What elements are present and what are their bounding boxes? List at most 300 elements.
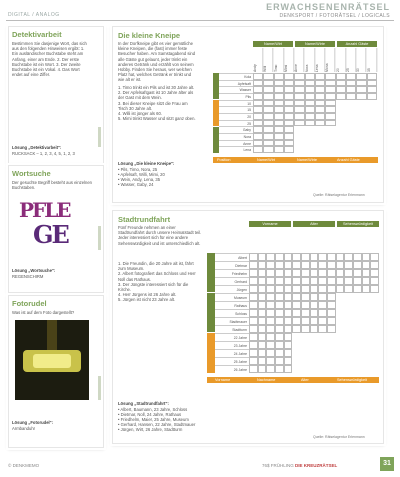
grid-cell[interactable] [356, 80, 366, 87]
grid-cell[interactable] [370, 285, 379, 293]
grid-cell[interactable] [294, 80, 304, 87]
grid-cell[interactable] [266, 365, 275, 373]
grid-cell[interactable] [318, 253, 327, 261]
grid-cell[interactable] [274, 93, 284, 100]
grid-cell[interactable] [253, 73, 263, 80]
grid-column-label: 20 [336, 48, 346, 72]
grid-cell[interactable] [284, 86, 294, 93]
stadt-source: Quelle: Rätselagentur Erlenmann [313, 435, 365, 439]
grid-row-label: 15 [219, 106, 253, 113]
grid-column-label: Anne [294, 48, 304, 72]
stadt-title: Stadtrundfahrt [118, 215, 171, 224]
grid-cell[interactable] [266, 269, 275, 277]
grid-cell[interactable] [253, 80, 263, 87]
grid-cell[interactable] [344, 285, 353, 293]
grid-cell[interactable] [315, 100, 325, 107]
grid-cell[interactable] [284, 80, 294, 87]
grid-cell[interactable] [266, 349, 275, 357]
grid-cell[interactable] [258, 309, 267, 317]
grid-cell[interactable] [263, 113, 273, 120]
grid-cell[interactable] [362, 253, 371, 261]
grid-cell[interactable] [249, 285, 258, 293]
grid-cell[interactable] [362, 277, 371, 285]
grid-cell[interactable] [274, 133, 284, 140]
grid-cell[interactable] [284, 309, 293, 317]
clue-item: 3. Bei dieser Kneipe sitzt die Frau am Tisch 30 Jahre alt. [118, 100, 188, 111]
kneipe-solution-label: Lösung „Die kleine Kneipe": [118, 161, 175, 166]
grid-cell[interactable] [327, 253, 336, 261]
grid-cell[interactable] [258, 357, 267, 365]
grid-cell[interactable] [327, 309, 336, 317]
grid-cell[interactable] [253, 86, 263, 93]
grid-cell[interactable] [370, 277, 379, 285]
kneipe-card [112, 26, 384, 203]
grid-cell[interactable] [284, 120, 294, 127]
grid-cell[interactable] [353, 253, 362, 261]
grid-cell[interactable] [346, 80, 356, 87]
grid-header-2: Name/Wirte [295, 41, 335, 47]
grid-row-label: 23 Jahre [215, 341, 249, 349]
grid-cell[interactable] [284, 301, 293, 309]
grid-cell[interactable] [275, 325, 284, 333]
grid-header-3: Anzahl Gäste [337, 41, 377, 47]
grid-cell[interactable] [294, 106, 304, 113]
grid-cell[interactable] [310, 285, 319, 293]
grid-cell[interactable] [284, 365, 293, 373]
grid-column-label: Mimi [284, 48, 294, 72]
grid-cell[interactable] [318, 269, 327, 277]
grid-cell[interactable] [315, 120, 325, 127]
grid-cell[interactable] [327, 317, 336, 325]
grid-cell[interactable] [274, 86, 284, 93]
grid-cell[interactable] [284, 140, 294, 147]
grid-cell[interactable] [353, 285, 362, 293]
grid-cell[interactable] [249, 309, 258, 317]
grid-cell[interactable] [249, 269, 258, 277]
grid-cell[interactable] [266, 277, 275, 285]
grid-cell[interactable] [284, 333, 293, 341]
grid-column-label: Nora [305, 48, 315, 72]
grid-cell[interactable] [325, 86, 335, 93]
grid-column-label: 25 [346, 48, 356, 72]
wortsuche-solution-text: REGENSCHIRM [12, 274, 44, 279]
grid-cell[interactable] [356, 73, 366, 80]
grid-cell[interactable] [284, 253, 293, 261]
grid-cell[interactable] [327, 269, 336, 277]
grid-cell[interactable] [336, 73, 346, 80]
grid-row-label: 24 Jahre [215, 349, 249, 357]
grid-cell[interactable] [318, 317, 327, 325]
grid-cell[interactable] [370, 269, 379, 277]
grid-cell[interactable] [249, 357, 258, 365]
grid-cell[interactable] [284, 93, 294, 100]
grid-cell[interactable] [284, 349, 293, 357]
grid-cell[interactable] [274, 126, 284, 133]
grid-cell[interactable] [318, 293, 327, 301]
grid-cell[interactable] [274, 73, 284, 80]
grid-cell[interactable] [362, 269, 371, 277]
grid-cell[interactable] [344, 253, 353, 261]
grid-cell[interactable] [249, 261, 258, 269]
row-group-2 [207, 293, 215, 332]
grid-cell[interactable] [253, 106, 263, 113]
grid-cell[interactable] [318, 261, 327, 269]
grid-cell[interactable] [294, 86, 304, 93]
grid-row-label: Museum [215, 293, 249, 301]
grid-cell[interactable] [258, 293, 267, 301]
grid-cells [253, 73, 377, 153]
grid-cell[interactable] [258, 253, 267, 261]
grid-cell[interactable] [336, 261, 345, 269]
grid-cell[interactable] [305, 80, 315, 87]
grid-cell[interactable] [327, 277, 336, 285]
grid-cell[interactable] [292, 301, 301, 309]
grid-row-label: 22 Jahre [215, 333, 249, 341]
grid-column-label: Timo [274, 48, 284, 72]
grid-cell[interactable] [292, 325, 301, 333]
grid-cell[interactable] [249, 333, 258, 341]
grid-cell[interactable] [258, 261, 267, 269]
fotorudel-card [8, 295, 104, 448]
grid-row-labels [215, 253, 249, 373]
grid-cell[interactable] [294, 113, 304, 120]
grid-cell[interactable] [266, 253, 275, 261]
grid-cell[interactable] [301, 325, 310, 333]
grid-cell[interactable] [253, 120, 263, 127]
grid-cell[interactable] [336, 269, 345, 277]
grid-cell[interactable] [284, 277, 293, 285]
clue-item: 1. Die Freundin, die 20 Jahre alt ist, fährt zum Museum. [118, 261, 194, 272]
grid-row-label: Stadtturm [215, 325, 249, 333]
grid-cell[interactable] [318, 285, 327, 293]
kneipe-answer-bar [213, 157, 378, 163]
grid-cell[interactable] [253, 133, 263, 140]
grid-cell[interactable] [315, 80, 325, 87]
grid-cell[interactable] [336, 277, 345, 285]
grid-row-label: Lena [219, 146, 253, 153]
grid-cell[interactable] [275, 277, 284, 285]
grid-cell[interactable] [301, 277, 310, 285]
grid-cell[interactable] [325, 100, 335, 107]
grid-column-label: Mona [325, 48, 335, 72]
grid-cell[interactable] [266, 309, 275, 317]
grid-cell[interactable] [294, 73, 304, 80]
grid-cell[interactable] [292, 293, 301, 301]
grid-cell[interactable] [315, 73, 325, 80]
grid-cell[interactable] [275, 341, 284, 349]
kneipe-logic-grid [213, 41, 378, 153]
grid-cell[interactable] [362, 285, 371, 293]
grid-cell[interactable] [284, 126, 294, 133]
grid-cell[interactable] [249, 277, 258, 285]
grid-cell[interactable] [318, 277, 327, 285]
grid-cell[interactable] [301, 253, 310, 261]
grid-cell[interactable] [327, 325, 336, 333]
stadt-body: Fünf Freunde nehmen an einer Stadtrundfahrt durch unsere Heimatstadt teil. Jeder interessiert sich für eine andere Sehenswürdigkeit und ist unterschiedlich alt. [118, 225, 202, 246]
grid-cell[interactable] [327, 261, 336, 269]
grid-cell[interactable] [301, 269, 310, 277]
grid-cell[interactable] [258, 349, 267, 357]
row-group-3 [213, 127, 219, 153]
grid-cell[interactable] [275, 293, 284, 301]
page-number: 31 [380, 457, 394, 471]
grid-cell[interactable] [263, 73, 273, 80]
grid-cell[interactable] [292, 269, 301, 277]
grid-cell[interactable] [266, 317, 275, 325]
grid-cell[interactable] [253, 93, 263, 100]
fotorudel-body: Was ist auf dem Foto dargestellt? [12, 310, 75, 315]
grid-cell[interactable] [274, 106, 284, 113]
grid-cell[interactable] [275, 309, 284, 317]
grid-cell[interactable] [275, 317, 284, 325]
grid-cell[interactable] [310, 325, 319, 333]
grid-cell[interactable] [253, 100, 263, 107]
grid-cell[interactable] [275, 301, 284, 309]
grid-cell[interactable] [301, 309, 310, 317]
grid-cell[interactable] [325, 106, 335, 113]
grid-cell[interactable] [315, 93, 325, 100]
grid-row-label: 25 [219, 120, 253, 127]
grid-cell[interactable] [294, 120, 304, 127]
grid-cell[interactable] [266, 333, 275, 341]
card-edge-decoration [98, 127, 101, 147]
grid-cell[interactable] [275, 253, 284, 261]
grid-cell[interactable] [292, 253, 301, 261]
grid-cell[interactable] [294, 93, 304, 100]
grid-cell[interactable] [284, 341, 293, 349]
grid-cell[interactable] [284, 285, 293, 293]
grid-cell[interactable] [263, 146, 273, 153]
stadt-logic-grid [207, 221, 379, 373]
grid-cell[interactable] [284, 106, 294, 113]
grid-cell[interactable] [249, 341, 258, 349]
grid-cell[interactable] [346, 93, 356, 100]
grid-cell[interactable] [253, 113, 263, 120]
grid-cell[interactable] [249, 301, 258, 309]
grid-cell[interactable] [284, 293, 293, 301]
grid-cell[interactable] [253, 146, 263, 153]
grid-cell[interactable] [310, 301, 319, 309]
grid-cell[interactable] [275, 261, 284, 269]
grid-cell[interactable] [284, 269, 293, 277]
grid-cell[interactable] [315, 113, 325, 120]
grid-cell[interactable] [266, 341, 275, 349]
grid-cell[interactable] [336, 253, 345, 261]
grid-cell[interactable] [284, 133, 294, 140]
row-group-1 [207, 253, 215, 292]
grid-cell[interactable] [284, 325, 293, 333]
grid-cell[interactable] [294, 100, 304, 107]
grid-cell[interactable] [344, 261, 353, 269]
grid-cell[interactable] [301, 293, 310, 301]
grid-cell[interactable] [327, 301, 336, 309]
grid-cell[interactable] [258, 341, 267, 349]
grid-cell[interactable] [284, 113, 294, 120]
grid-cell[interactable] [263, 80, 273, 87]
grid-cell[interactable] [266, 357, 275, 365]
grid-cell[interactable] [253, 140, 263, 147]
grid-cell[interactable] [249, 253, 258, 261]
grid-row-label: Rathaus [215, 301, 249, 309]
grid-cell[interactable] [370, 253, 379, 261]
grid-cells [249, 253, 379, 373]
grid-cell[interactable] [275, 333, 284, 341]
grid-cell[interactable] [325, 80, 335, 87]
grid-cell[interactable] [353, 261, 362, 269]
grid-cell[interactable] [367, 86, 377, 93]
grid-cell[interactable] [274, 146, 284, 153]
grid-cell[interactable] [284, 100, 294, 107]
grid-cell[interactable] [353, 277, 362, 285]
grid-cell[interactable] [266, 301, 275, 309]
grid-cell[interactable] [301, 261, 310, 269]
grid-cell[interactable] [336, 86, 346, 93]
grid-cell[interactable] [253, 126, 263, 133]
grid-cell[interactable] [258, 317, 267, 325]
grid-cell[interactable] [249, 349, 258, 357]
grid-cell[interactable] [274, 140, 284, 147]
grid-row-label: 10 [219, 100, 253, 107]
grid-cell[interactable] [310, 317, 319, 325]
grid-cell[interactable] [258, 277, 267, 285]
grid-cell[interactable] [274, 113, 284, 120]
grid-cell[interactable] [305, 73, 315, 80]
grid-cell[interactable] [263, 120, 273, 127]
grid-cell[interactable] [367, 80, 377, 87]
grid-cell[interactable] [266, 325, 275, 333]
grid-cell[interactable] [263, 100, 273, 107]
grid-cell[interactable] [344, 269, 353, 277]
grid-cell[interactable] [336, 80, 346, 87]
grid-cell[interactable] [275, 349, 284, 357]
grid-cell[interactable] [325, 93, 335, 100]
grid-cell[interactable] [310, 269, 319, 277]
grid-cell[interactable] [249, 365, 258, 373]
grid-cell[interactable] [367, 73, 377, 80]
grid-cell[interactable] [274, 80, 284, 87]
grid-cell[interactable] [315, 86, 325, 93]
grid-cell[interactable] [284, 261, 293, 269]
letter-cluster-a: PFLE [19, 198, 70, 222]
grid-cell[interactable] [346, 73, 356, 80]
grid-cell[interactable] [284, 146, 294, 153]
clue-item: 1. Timo trinkt ein Pils und ist 30 Jahre alt. [118, 85, 195, 90]
grid-cell[interactable] [318, 325, 327, 333]
solution-line: • Dietmar, Noll, 24 Jahre, Rathaus [118, 412, 182, 417]
grid-cell[interactable] [305, 100, 315, 107]
grid-row-label: 26 Jahre [215, 365, 249, 373]
grid-cell[interactable] [310, 293, 319, 301]
grid-cell[interactable] [274, 120, 284, 127]
grid-cell[interactable] [305, 106, 315, 113]
grid-cell[interactable] [266, 261, 275, 269]
grid-cell[interactable] [258, 333, 267, 341]
grid-cell[interactable] [318, 309, 327, 317]
grid-cell[interactable] [325, 73, 335, 80]
grid-cell[interactable] [301, 301, 310, 309]
grid-cell[interactable] [258, 269, 267, 277]
grid-cell[interactable] [258, 325, 267, 333]
footer-issue [262, 463, 337, 468]
grid-cell[interactable] [263, 106, 273, 113]
grid-cell[interactable] [305, 113, 315, 120]
grid-cell[interactable] [263, 86, 273, 93]
grid-cell[interactable] [266, 293, 275, 301]
wortsuche-card [8, 165, 104, 293]
grid-cell[interactable] [292, 285, 301, 293]
solution-line: • Wasser, Gaby, 24 [118, 182, 154, 187]
grid-cell[interactable] [284, 357, 293, 365]
grid-cell[interactable] [356, 93, 366, 100]
detektiv-body: Bestimmen Sie dasjenige Wort, das sich aus den folgenden Hinweisen ergibt: 1. Ein ausländischer Buchstabe steht am Anfang, einer am Ende. 2. Der erste Buchstabe ist ein Wort. 3. Der zweite Buchstabe ist ein Vokal. 4. Das Wort endet auf eine Ziffer. [12, 41, 87, 78]
grid-cell[interactable] [249, 293, 258, 301]
grid-cell[interactable] [305, 120, 315, 127]
grid-cell[interactable] [305, 86, 315, 93]
grid-column-label: Andy [253, 48, 263, 72]
grid-cell[interactable] [301, 317, 310, 325]
grid-cell[interactable] [263, 140, 273, 147]
grid-cell[interactable] [370, 261, 379, 269]
grid-cell[interactable] [356, 86, 366, 93]
grid-cell[interactable] [274, 100, 284, 107]
grid-cell[interactable] [325, 113, 335, 120]
grid-cell[interactable] [292, 277, 301, 285]
grid-cell[interactable] [310, 277, 319, 285]
grid-column-label: 30 [356, 48, 366, 72]
grid-cell[interactable] [327, 285, 336, 293]
grid-cell[interactable] [344, 277, 353, 285]
grid-cell[interactable] [275, 285, 284, 293]
grid-cell[interactable] [315, 106, 325, 113]
grid-cell[interactable] [310, 309, 319, 317]
grid-cell[interactable] [353, 269, 362, 277]
grid-cell[interactable] [263, 126, 273, 133]
grid-cell[interactable] [367, 93, 377, 100]
grid-cell[interactable] [266, 285, 275, 293]
grid-cell[interactable] [346, 86, 356, 93]
grid-cell[interactable] [275, 365, 284, 373]
grid-cell[interactable] [336, 93, 346, 100]
grid-cell[interactable] [275, 269, 284, 277]
grid-cell[interactable] [263, 93, 273, 100]
grid-cell[interactable] [362, 261, 371, 269]
grid-cell[interactable] [310, 261, 319, 269]
grid-cell[interactable] [301, 285, 310, 293]
grid-cell[interactable] [284, 317, 293, 325]
grid-cell[interactable] [292, 317, 301, 325]
grid-cell[interactable] [325, 120, 335, 127]
grid-cell[interactable] [263, 133, 273, 140]
grid-cell[interactable] [258, 365, 267, 373]
stadt-card [112, 210, 384, 444]
grid-cell[interactable] [310, 253, 319, 261]
grid-cell[interactable] [318, 301, 327, 309]
stadt-solution-label: Lösung „Stadtrundfahrt": [118, 401, 169, 406]
grid-cell[interactable] [275, 357, 284, 365]
grid-cell[interactable] [292, 309, 301, 317]
grid-cell[interactable] [327, 293, 336, 301]
grid-header-1: Name/Wirt [253, 41, 293, 47]
grid-cell[interactable] [305, 93, 315, 100]
grid-cell[interactable] [249, 317, 258, 325]
grid-cell[interactable] [284, 73, 294, 80]
grid-cell[interactable] [258, 285, 267, 293]
grid-cell[interactable] [258, 301, 267, 309]
solution-line: • Pils, Timo, Nora, 25 [118, 167, 158, 172]
grid-cell[interactable] [249, 325, 258, 333]
grid-cell[interactable] [336, 285, 345, 293]
grid-cell[interactable] [292, 261, 301, 269]
